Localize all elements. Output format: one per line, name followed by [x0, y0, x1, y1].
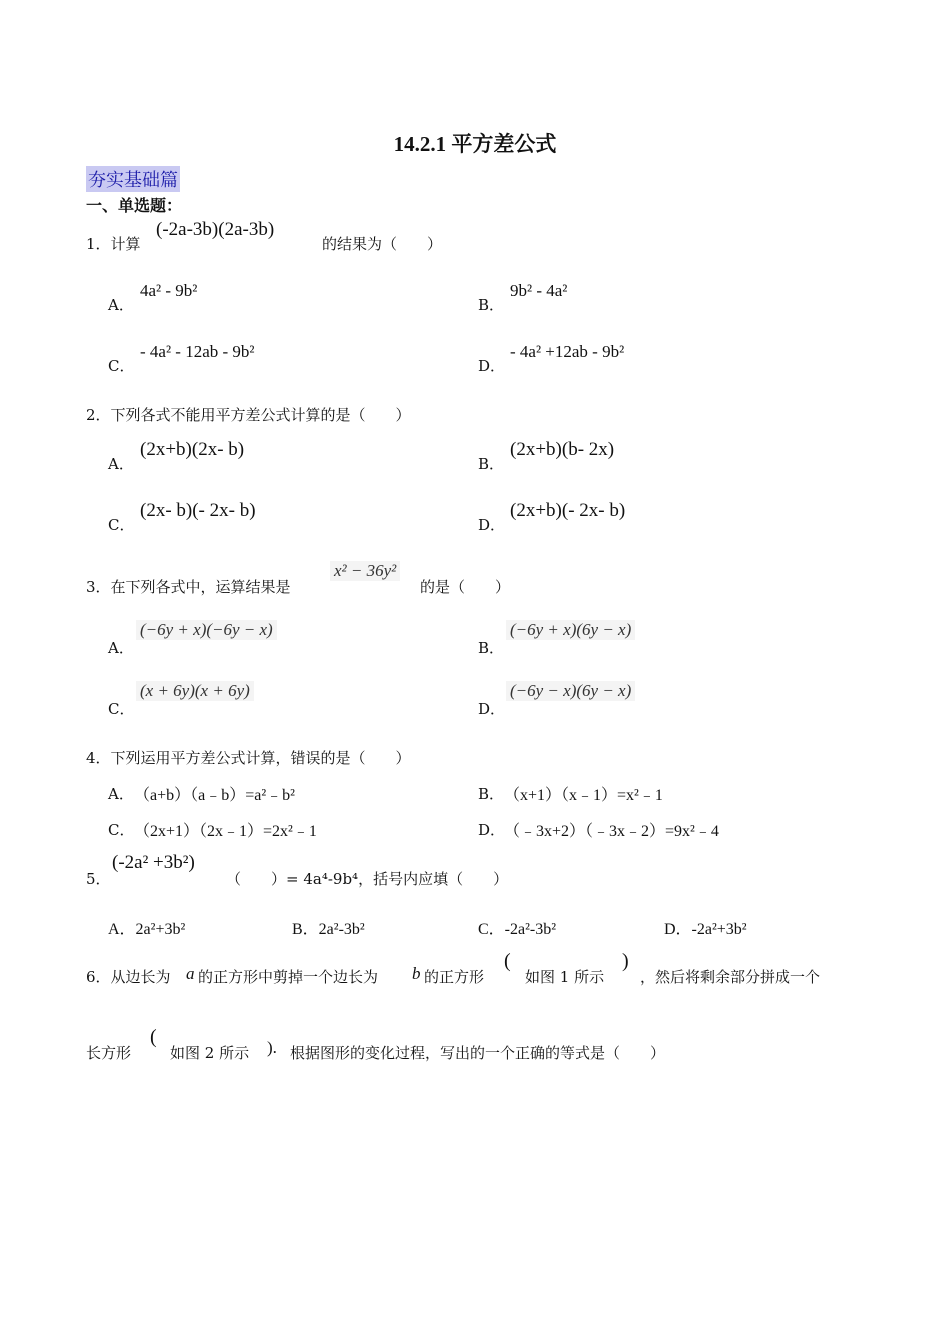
- q3-option-a[interactable]: (−6y + x)(−6y − x): [136, 620, 277, 640]
- q3-option-a-label: A．: [108, 639, 134, 657]
- q6-text-3: 的正方形: [424, 968, 485, 986]
- q2-option-b[interactable]: (2x+b)(b- 2x): [510, 439, 615, 460]
- q5-number: 5．: [86, 870, 111, 888]
- q6-text-5: 长方形: [86, 1044, 132, 1062]
- q3-option-d[interactable]: (−6y − x)(6y − x): [506, 681, 635, 701]
- q4-stem: 4．下列运用平方差公式计算，错误的是（ ）: [86, 749, 411, 767]
- subsection-heading: 一、单选题：: [86, 196, 183, 215]
- q5-option-d[interactable]: D．-2a²+3b²: [664, 921, 747, 938]
- q6-text-1: 6．从边长为: [86, 968, 171, 986]
- q6-paren-open-2: (: [150, 1026, 157, 1048]
- q1-stem-suffix: 的结果为（ ）: [322, 235, 443, 253]
- q2-option-d[interactable]: (2x+b)(- 2x- b): [510, 500, 626, 521]
- q1-stem-prefix: 1．计算: [86, 235, 141, 253]
- q6-figure-1-ref: 如图 1 所示: [525, 968, 605, 986]
- q1-option-a-label: A．: [108, 296, 134, 314]
- q3-option-b-label: B．: [478, 639, 505, 657]
- q4-option-a[interactable]: （a+b）（a﹣b）=a²﹣b²: [134, 787, 295, 804]
- q6-var-b: b: [412, 964, 421, 983]
- q6-paren-close-2: ).: [267, 1038, 277, 1057]
- q1-expression: (-2a-3b)(2a-3b): [156, 219, 275, 240]
- q3-option-d-label: D．: [478, 700, 506, 718]
- q6-text-2: 的正方形中剪掉一个边长为: [198, 968, 379, 986]
- q3-option-c-label: C．: [108, 700, 135, 718]
- q3-stem-prefix: 3．在下列各式中，运算结果是: [86, 578, 291, 596]
- q4-option-b[interactable]: （x+1）（x﹣1）=x²﹣1: [504, 787, 663, 804]
- q2-option-a-label: A．: [108, 455, 134, 473]
- q6-figure-2-ref: 如图 2 所示: [170, 1044, 250, 1062]
- q5-option-c[interactable]: C．-2a²-3b²: [478, 921, 557, 938]
- q4-option-c[interactable]: （2x+1）（2x﹣1）=2x²﹣1: [134, 823, 317, 840]
- q3-option-b[interactable]: (−6y + x)(6y − x): [506, 620, 635, 640]
- q5-option-b[interactable]: B．2a²-3b²: [292, 921, 365, 938]
- q1-option-b-label: B．: [478, 296, 505, 314]
- q6-paren-close-1: ): [622, 950, 629, 972]
- q2-option-c-label: C．: [108, 516, 135, 534]
- page-title: 14.2.1 平方差公式: [393, 132, 557, 156]
- q5-stem-suffix: （ ）= 4a⁴-9b⁴，括号内应填（ ）: [226, 870, 509, 888]
- q4-option-a-label: A．: [108, 785, 134, 803]
- q4-option-c-label: C．: [108, 821, 135, 839]
- q3-stem-suffix: 的是（ ）: [420, 578, 511, 596]
- q1-option-a[interactable]: 4a² - 9b²: [140, 281, 198, 300]
- q4-option-b-label: B．: [478, 785, 505, 803]
- q2-option-a[interactable]: (2x+b)(2x- b): [140, 439, 245, 460]
- q6-text-6: 根据图形的变化过程，写出的一个正确的等式是（ ）: [290, 1044, 666, 1062]
- q2-option-c[interactable]: (2x- b)(- 2x- b): [140, 500, 256, 521]
- q2-option-d-label: D．: [478, 516, 506, 534]
- q3-option-c[interactable]: (x + 6y)(x + 6y): [136, 681, 254, 701]
- q4-option-d[interactable]: （﹣3x+2）（﹣3x﹣2）=9x²﹣4: [504, 823, 719, 840]
- q1-option-c-label: C．: [108, 357, 135, 375]
- q2-stem: 2．下列各式不能用平方差公式计算的是（ ）: [86, 406, 411, 424]
- q4-option-d-label: D．: [478, 821, 506, 839]
- q5-expression: (-2a² +3b²): [112, 852, 195, 873]
- q1-option-d[interactable]: - 4a² +12ab - 9b²: [510, 342, 625, 361]
- section-label: 夯实基础篇: [86, 166, 180, 192]
- q5-option-a[interactable]: A．2a²+3b²: [108, 921, 186, 938]
- q6-var-a: a: [186, 964, 195, 983]
- q6-text-4: ，然后将剩余部分拼成一个: [640, 968, 821, 986]
- q3-expression: x² − 36y²: [330, 561, 400, 581]
- q1-option-b[interactable]: 9b² - 4a²: [510, 281, 568, 300]
- q1-option-d-label: D．: [478, 357, 506, 375]
- q1-option-c[interactable]: - 4a² - 12ab - 9b²: [140, 342, 255, 361]
- q2-option-b-label: B．: [478, 455, 505, 473]
- q6-paren-open-1: (: [504, 950, 511, 972]
